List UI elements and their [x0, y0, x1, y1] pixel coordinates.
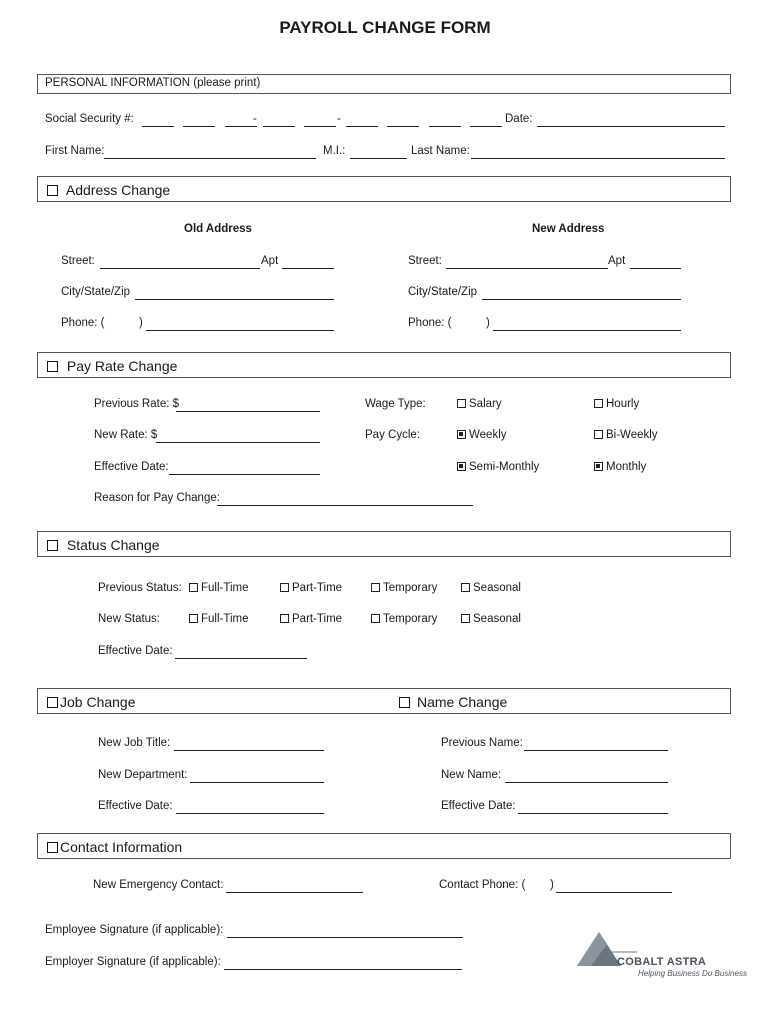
new-apt-field[interactable] — [630, 255, 681, 273]
new-city-label: City/State/Zip — [408, 286, 478, 298]
status-change-checkbox[interactable] — [47, 540, 58, 551]
contact-info-toggle[interactable] — [47, 839, 182, 855]
hourly-option[interactable] — [594, 398, 639, 410]
pay-rate-checkbox[interactable] — [47, 361, 58, 372]
pay-cycle-label: Pay Cycle: — [365, 429, 420, 441]
new-department-field[interactable] — [190, 769, 324, 787]
new-temporary-label: Temporary — [383, 613, 438, 625]
prev-seasonal-checkbox[interactable] — [461, 583, 470, 592]
previous-name-label: Previous Name: — [441, 737, 523, 749]
first-name-field[interactable] — [104, 145, 316, 163]
name-change-header: Name Change — [417, 694, 508, 710]
semimonthly-option[interactable] — [457, 461, 539, 473]
old-street-field[interactable] — [100, 255, 260, 273]
monthly-checkbox[interactable] — [594, 462, 603, 471]
job-change-checkbox[interactable] — [47, 697, 58, 708]
old-city-label: City/State/Zip — [61, 286, 131, 298]
prev-seasonal-option[interactable] — [461, 582, 521, 594]
new-parttime-checkbox[interactable] — [280, 614, 289, 623]
new-status-label: New Status: — [98, 613, 160, 625]
old-apt-field[interactable] — [282, 255, 334, 273]
first-name-label: First Name: — [45, 145, 105, 157]
ssn-field-2[interactable] — [263, 113, 336, 131]
new-name-label: New Name: — [441, 769, 502, 781]
job-effective-date-label: Effective Date: — [98, 800, 173, 812]
biweekly-label: Bi-Weekly — [606, 429, 658, 441]
address-change-checkbox[interactable] — [47, 185, 58, 196]
status-change-header: Status Change — [66, 537, 160, 553]
pay-rate-header: Pay Rate Change — [66, 358, 178, 374]
new-street-label: Street: — [408, 255, 442, 267]
personal-info-header-box — [37, 74, 731, 94]
prev-temporary-label: Temporary — [383, 582, 438, 594]
prev-fulltime-option[interactable] — [189, 582, 249, 594]
contact-info-header-box — [37, 833, 731, 859]
mi-label: M.I.: — [323, 145, 346, 157]
contact-phone-field[interactable] — [556, 879, 672, 897]
new-parttime-label: Part-Time — [292, 613, 343, 625]
prev-temporary-option[interactable] — [371, 582, 437, 594]
semimonthly-checkbox[interactable] — [457, 462, 466, 471]
status-change-header-box — [37, 531, 731, 557]
address-change-toggle[interactable] — [47, 182, 170, 198]
job-change-header: Job Change — [60, 694, 136, 710]
pay-rate-header-box — [37, 352, 731, 378]
logo-tagline: Helping Business Do Business — [638, 969, 747, 978]
name-change-toggle[interactable] — [399, 694, 507, 710]
logo-name: COBALT ASTRA — [617, 956, 707, 968]
new-fulltime-option[interactable] — [189, 613, 249, 625]
new-address-title: New Address — [532, 223, 605, 235]
ssn-dash-1: - — [253, 113, 257, 125]
status-effective-date-field[interactable] — [175, 645, 307, 663]
new-parttime-option[interactable] — [280, 613, 342, 625]
address-change-header: Address Change — [65, 182, 171, 198]
monthly-option[interactable] — [594, 461, 646, 473]
weekly-option[interactable] — [457, 429, 507, 441]
date-field[interactable] — [537, 113, 725, 131]
new-job-title-label: New Job Title: — [98, 737, 171, 749]
old-address-title: Old Address — [184, 223, 252, 235]
previous-name-field[interactable] — [524, 737, 668, 755]
hourly-label: Hourly — [606, 398, 640, 410]
name-effective-date-field[interactable] — [518, 800, 668, 818]
employer-signature-label: Employer Signature (if applicable): — [45, 956, 221, 968]
old-phone-field[interactable] — [146, 317, 334, 335]
employee-signature-field[interactable] — [227, 924, 463, 942]
pay-effective-date-label: Effective Date: — [94, 461, 169, 473]
ssn-dash-2: - — [337, 113, 341, 125]
emergency-contact-label: New Emergency Contact: — [93, 879, 224, 891]
date-label: Date: — [505, 113, 533, 125]
emergency-contact-field[interactable] — [226, 879, 363, 897]
job-change-toggle[interactable] — [47, 694, 136, 710]
new-rate-label: New Rate: $ — [94, 429, 158, 441]
new-rate-field[interactable] — [156, 429, 320, 447]
reason-label: Reason for Pay Change: — [94, 492, 220, 504]
contact-info-header: Contact Information — [60, 839, 183, 855]
new-fulltime-label: Full-Time — [201, 613, 249, 625]
old-phone-label: Phone: ( — [61, 317, 105, 329]
semimonthly-label: Semi-Monthly — [469, 461, 540, 473]
wage-type-label: Wage Type: — [365, 398, 426, 410]
old-street-label: Street: — [61, 255, 95, 267]
new-fulltime-checkbox[interactable] — [189, 614, 198, 623]
last-name-field[interactable] — [471, 145, 725, 163]
previous-rate-label: Previous Rate: $ — [94, 398, 180, 410]
old-phone-close: ) — [139, 317, 143, 329]
weekly-checkbox[interactable] — [457, 430, 466, 439]
weekly-label: Weekly — [469, 429, 507, 441]
ssn-field-3[interactable] — [346, 113, 502, 131]
salary-option[interactable] — [457, 398, 502, 410]
contact-info-checkbox[interactable] — [47, 842, 58, 853]
prev-parttime-option[interactable] — [280, 582, 342, 594]
new-department-label: New Department: — [98, 769, 188, 781]
new-name-field[interactable] — [505, 769, 668, 787]
old-city-field[interactable] — [135, 286, 334, 304]
ssn-label: Social Security #: — [45, 113, 134, 125]
new-phone-close: ) — [486, 317, 490, 329]
new-city-field[interactable] — [482, 286, 681, 304]
job-name-header-box — [37, 688, 731, 714]
new-phone-field[interactable] — [493, 317, 681, 335]
status-change-toggle[interactable] — [47, 537, 160, 553]
hourly-checkbox[interactable] — [594, 399, 603, 408]
status-effective-date-label: Effective Date: — [98, 645, 173, 657]
salary-label: Salary — [469, 398, 502, 410]
address-change-header-box — [37, 176, 731, 202]
new-seasonal-label: Seasonal — [473, 613, 521, 625]
new-street-field[interactable] — [446, 255, 608, 273]
reason-field[interactable] — [217, 492, 473, 510]
prev-fulltime-checkbox[interactable] — [189, 583, 198, 592]
personal-info-header: PERSONAL INFORMATION (please print) — [45, 77, 261, 89]
new-temporary-option[interactable] — [371, 613, 437, 625]
prev-fulltime-label: Full-Time — [201, 582, 249, 594]
new-apt-label: Apt — [608, 255, 626, 267]
prev-seasonal-label: Seasonal — [473, 582, 521, 594]
old-apt-label: Apt — [261, 255, 279, 267]
prev-parttime-checkbox[interactable] — [280, 583, 289, 592]
new-phone-label: Phone: ( — [408, 317, 452, 329]
new-job-title-field[interactable] — [174, 737, 324, 755]
prev-parttime-label: Part-Time — [292, 582, 343, 594]
new-temporary-checkbox[interactable] — [371, 614, 380, 623]
previous-status-label: Previous Status: — [98, 582, 182, 594]
pay-rate-toggle[interactable] — [47, 358, 177, 374]
mi-field[interactable] — [350, 145, 407, 163]
employee-signature-label: Employee Signature (if applicable): — [45, 924, 224, 936]
last-name-label: Last Name: — [411, 145, 470, 157]
new-seasonal-option[interactable] — [461, 613, 521, 625]
biweekly-option[interactable] — [594, 429, 658, 441]
biweekly-checkbox[interactable] — [594, 430, 603, 439]
contact-phone-close: ) — [550, 879, 554, 891]
job-effective-date-field[interactable] — [176, 800, 324, 818]
previous-rate-field[interactable] — [176, 398, 320, 416]
monthly-label: Monthly — [606, 461, 647, 473]
pay-effective-date-field[interactable] — [169, 461, 320, 479]
new-seasonal-checkbox[interactable] — [461, 614, 470, 623]
salary-checkbox[interactable] — [457, 399, 466, 408]
employer-signature-field[interactable] — [224, 956, 462, 974]
ssn-field[interactable] — [142, 113, 257, 131]
form-title: PAYROLL CHANGE FORM — [279, 18, 491, 37]
name-effective-date-label: Effective Date: — [441, 800, 516, 812]
contact-phone-label: Contact Phone: ( — [439, 879, 526, 891]
prev-temporary-checkbox[interactable] — [371, 583, 380, 592]
name-change-checkbox[interactable] — [399, 697, 410, 708]
